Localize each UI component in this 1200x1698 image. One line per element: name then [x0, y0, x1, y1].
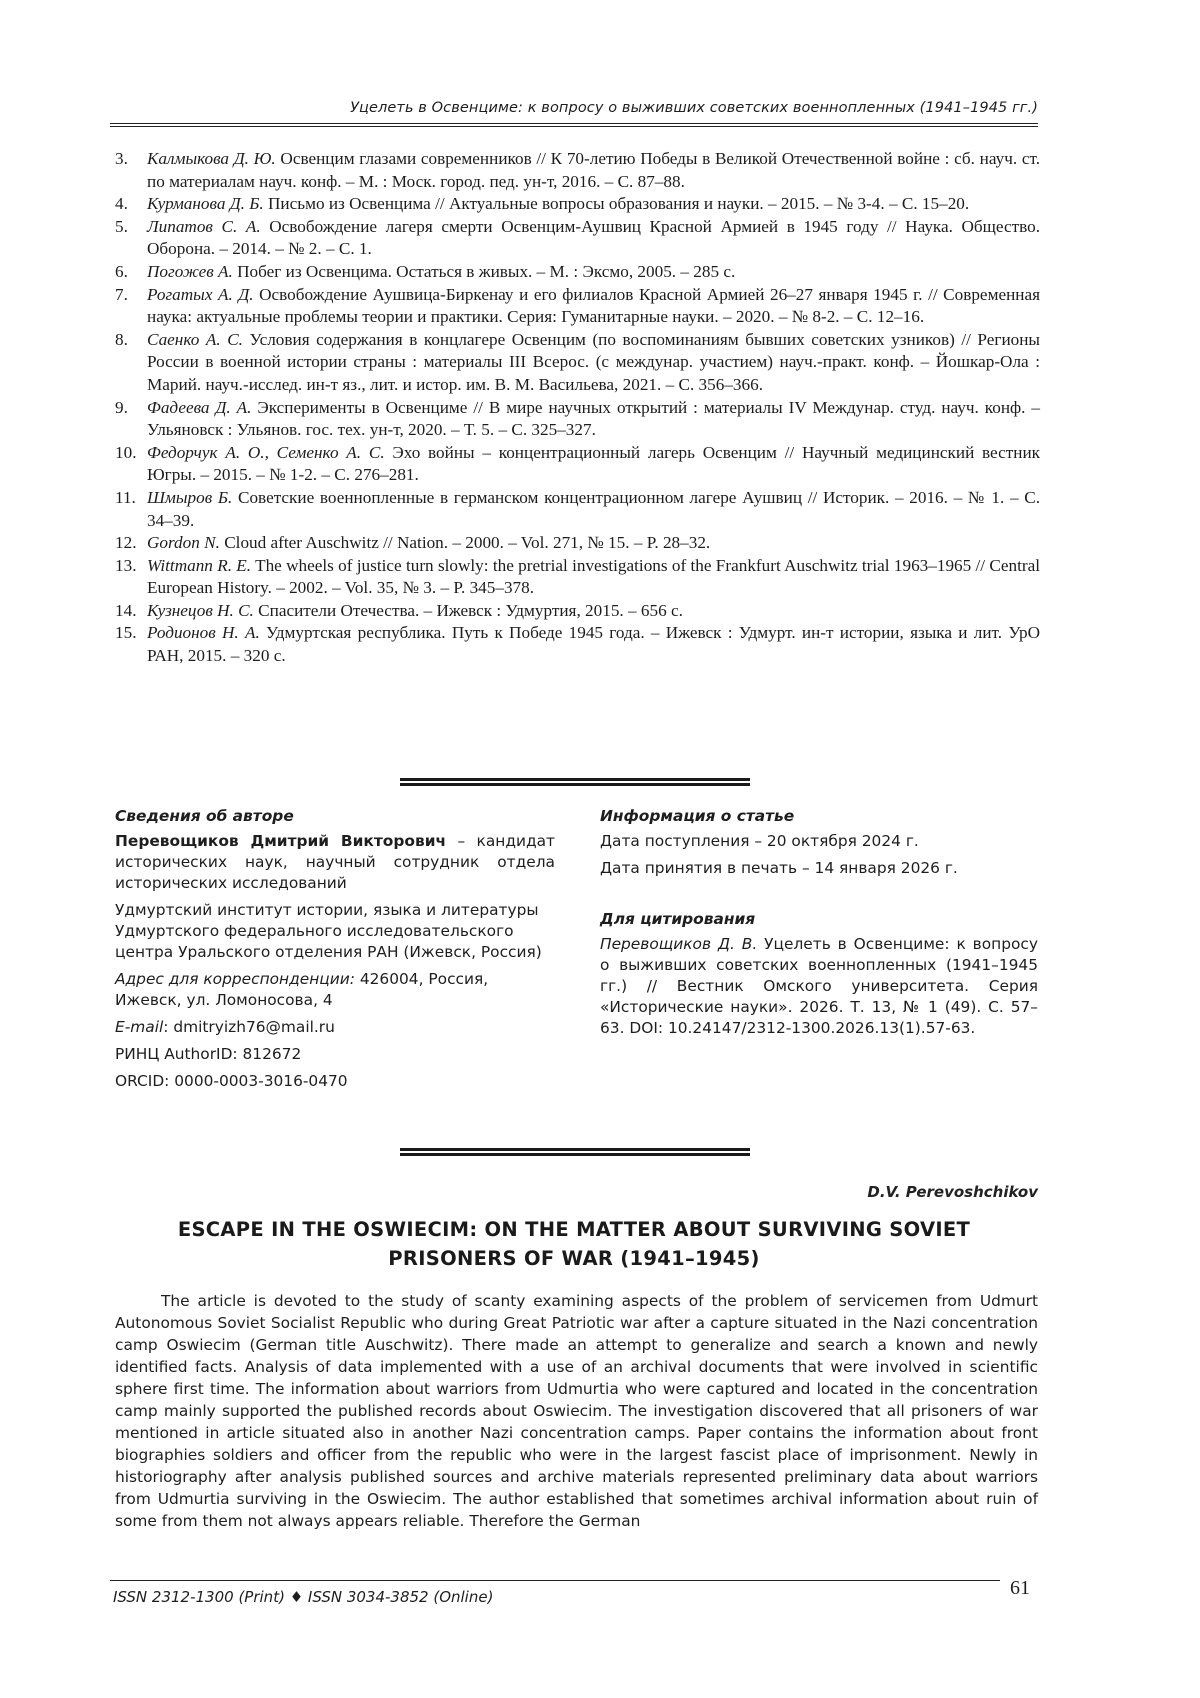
reference-item	[110, 397, 1040, 442]
reference-number: 10.	[115, 442, 137, 462]
reference-item	[110, 216, 1040, 261]
article-info-heading: Информация о статье	[600, 807, 795, 825]
article-info-column	[600, 806, 1038, 1039]
reference-author: Калмыкова Д. Ю.	[147, 149, 276, 168]
reference-text: Cloud after Auschwitz // Nation. – 2000. – Vol. 271, № 15. – P. 28–32.	[219, 533, 711, 553]
citation-author: Перевощиков Д. В.	[600, 935, 758, 953]
reference-number: 3.	[115, 149, 128, 168]
reference-author: Wittmann R. E.	[147, 555, 252, 575]
reference-item	[110, 148, 1040, 193]
author-info-column	[115, 806, 555, 1098]
reference-author: Gordon N.	[147, 533, 220, 553]
reference-number: 13.	[115, 555, 137, 575]
reference-author: Шмыров Б.	[147, 487, 233, 507]
author-address	[115, 969, 555, 1011]
reference-item	[110, 442, 1040, 487]
reference-number: 6.	[115, 261, 128, 281]
reference-text: Письмо из Освенцима // Актуальные вопросы образования и науки. – 2015. – № 3-4. – С. 15–20.	[263, 194, 970, 214]
reference-text: Условия содержания в концлагере Освенцим (по воспоминаниям бывших советских узников) // Регионы России в военной истории страны : материалы III Всерос. (с междунар. участием) науч.-практ. конф. – Йошкар-Ола : Марий. науч.-исслед. ин-т яз., лит. и истор. им. В. М. Васильева, 2021. – С. 356–366.	[147, 329, 1040, 394]
reference-text: Побег из Освенцима. Остаться в живых. – М. : Эксмо, 2005. – 285 с.	[232, 261, 736, 281]
header-rule	[110, 123, 1038, 127]
reference-author: Федорчук А. О., Семенко А. С.	[147, 442, 385, 462]
reference-number: 15.	[115, 623, 137, 643]
author-name-block	[115, 831, 555, 894]
reference-item	[110, 329, 1040, 397]
reference-author: Рогатых А. Д.	[147, 284, 254, 304]
english-title	[110, 1215, 1038, 1273]
citation-text	[600, 934, 1038, 1039]
reference-text: The wheels of justice turn slowly: the pretrial investigations of the Frankfurt Auschwitz trial 1963–1965 // Central European History. – 2002. – Vol. 35, № 3. – P. 345–378.	[147, 555, 1040, 598]
reference-number: 14.	[115, 600, 137, 620]
author-info-heading: Сведения об авторе	[115, 807, 294, 825]
author-email	[115, 1017, 555, 1038]
issn-line: ISSN 2312-1300 (Print) ♦ ISSN 3034-3852 (Online)	[113, 1588, 494, 1606]
reference-text: Удмуртская республика. Путь к Победе 1945 года. – Ижевск : Удмурт. ин-т истории, языка и лит. УрО РАН, 2015. – 320 с.	[147, 623, 1040, 666]
page-number: 61	[1010, 1577, 1030, 1599]
reference-number: 9.	[115, 397, 128, 417]
reference-number: 12.	[115, 533, 137, 553]
english-abstract: The article is devoted to the study of scanty examining aspects of the problem of servicemen from Udmurt Autonomous Soviet Socialist Republic who during Great Patriotic war after a capture situated in the Nazi concentration camp Oswiecim (German title Auschwitz). There made an attempt to generalize and search a known and newly identified facts. Analysis of data implemented with a use of an archival documents that were involved in scientific sphere first time. The information about warriors from Udmurtia who were captured and located in the concentration camp mainly supported the published records about Oswiecim. The investigation discovered that all prisoners of war mentioned in article situated also in another Nazi concentration camps. Paper contains the information about front biographies soldiers and officer from the republic who were in the largest fascist place of imprisonment. Newly in historiography after analysis published sources and archive materials represented preliminary data about warriors from Udmurtia surviving in the Oswiecim. The author established that sometimes archival information about ruin of some from them not always appears reliable. Therefore the German	[115, 1292, 1038, 1530]
address-label: Адрес для корреспонденции:	[115, 970, 355, 988]
reference-number: 11.	[115, 487, 136, 507]
reference-item	[110, 193, 1040, 216]
date-received: Дата поступления – 20 октября 2024 г.	[600, 832, 919, 850]
reference-number: 8.	[115, 329, 128, 349]
english-title-line: ESCAPE IN THE OSWIECIM: ON THE MATTER ABOUT SURVIVING SOVIET	[177, 1218, 971, 1241]
author-institution: Удмуртский институт истории, языка и литературы Удмуртского федерального исследовательского центра Уральского отделения РАН (Ижевск, Россия)	[115, 901, 542, 961]
date-accepted: Дата принятия в печать – 14 января 2026 г.	[600, 859, 958, 877]
reference-list	[110, 148, 1040, 668]
author-name: Перевощиков Дмитрий Викторович	[115, 832, 447, 850]
address-value: 426004, Россия, Ижевск, ул. Ломоносова, 4	[115, 970, 489, 1009]
reference-number: 5.	[115, 216, 128, 236]
reference-item	[110, 284, 1040, 329]
reference-author: Фадеева Д. А.	[147, 397, 252, 417]
reference-author: Кузнецов Н. С.	[147, 600, 254, 620]
reference-author: Курманова Д. Б.	[147, 194, 264, 214]
english-author: D.V. Perevoshchikov	[867, 1183, 1038, 1201]
reference-text: Освобождение лагеря смерти Освенцим-Аушвиц Красной Армией в 1945 году // Наука. Общество. Оборона. – 2014. – № 2. – С. 1.	[147, 216, 1040, 259]
author-orcid: ORCID: 0000-0003-3016-0470	[115, 1072, 348, 1090]
reference-item	[110, 487, 1040, 532]
reference-text: Эхо войны – концентрационный лагерь Освенцим // Научный медицинский вестник Югры. – 2015. – № 1-2. – С. 276–281.	[147, 442, 1040, 485]
running-title: Уцелеть в Освенциме: к вопросу о выживших советских военнопленных (1941–1945 гг.)	[350, 100, 1038, 116]
reference-text: Спасители Отечества. – Ижевск : Удмуртия, 2015. – 656 с.	[253, 600, 683, 620]
english-title-line: PRISONERS OF WAR (1941–1945)	[388, 1247, 760, 1270]
citation-heading: Для цитирования	[600, 910, 756, 928]
reference-author: Погожев А.	[147, 261, 233, 281]
section-divider	[400, 778, 750, 786]
reference-item	[110, 261, 1040, 284]
reference-number: 4.	[115, 194, 128, 214]
reference-item	[110, 532, 1040, 555]
reference-text: Освобождение Аушвица-Биркенау и его филиалов Красной Армией 26–27 января 1945 г. // Современная наука: актуальные проблемы теории и практики. Серия: Гуманитарные науки. – 2020. – № 8-2. – С. 12–16.	[147, 284, 1040, 327]
author-degree: – кандидат исторических наук, научный сотрудник отдела исторических исследований	[115, 832, 555, 892]
reference-text: Советские военнопленные в германском концентрационном лагере Аушвиц // Историк. – 2016. – № 1. – С. 34–39.	[147, 487, 1040, 530]
reference-item	[110, 555, 1040, 600]
reference-author: Липатов С. А.	[147, 216, 261, 236]
footer-rule	[110, 1580, 1000, 1581]
citation-body: Уцелеть в Освенциме: к вопросу о выживших советских военнопленных (1941–1945 гг.) // Вестник Омского университета. Серия «Исторические науки». 2026. Т. 13, № 1 (49). С. 57–63. DOI: 10.24147/2312-1300.2026.13(1).57-63.	[600, 935, 1038, 1037]
reference-text: Эксперименты в Освенциме // В мире научных открытий : материалы IV Междунар. студ. науч. конф. – Ульяновск : Ульянов. гос. тех. ун-т, 2020. – Т. 5. – С. 325–327.	[147, 397, 1040, 440]
reference-text: Освенцим глазами современников // К 70-летию Победы в Великой Отечественной войне : сб. науч. ст. по материалам науч. конф. – М. : Моск. город. пед. ун-т, 2016. – С. 87–88.	[147, 149, 1041, 191]
reference-number: 7.	[115, 284, 128, 304]
reference-item	[110, 622, 1040, 667]
reference-author: Саенко А. С.	[147, 329, 243, 349]
email-label: E-mail	[115, 1018, 164, 1036]
reference-item	[110, 600, 1040, 623]
author-rinc: РИНЦ AuthorID: 812672	[115, 1045, 302, 1063]
email-value[interactable]: : dmitryizh76@mail.ru	[163, 1018, 335, 1036]
section-divider	[400, 1148, 750, 1156]
reference-author: Родионов Н. А.	[147, 623, 260, 643]
